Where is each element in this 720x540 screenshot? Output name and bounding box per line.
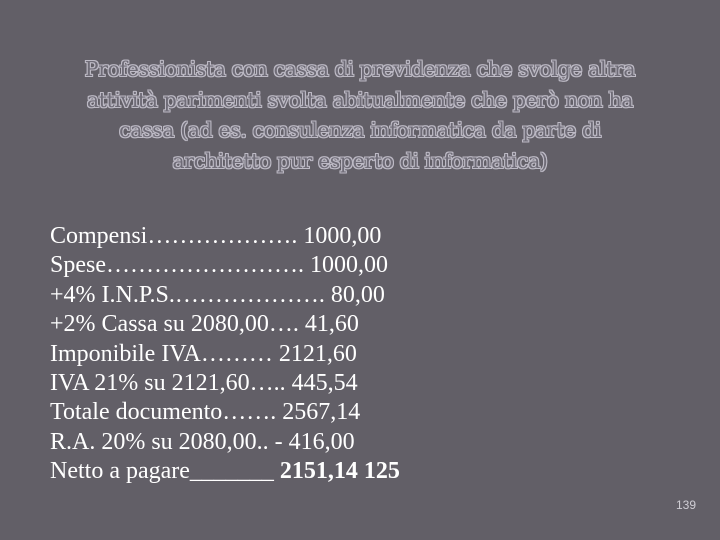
netto-a-pagare-line	[50, 457, 400, 486]
invoice-calculation-list	[50, 222, 400, 487]
slide-title-line: architetto pur esperto di informatica)	[172, 148, 548, 173]
compensi-line: Compensi………………. 1000,00	[50, 223, 382, 249]
netto-a-pagare-value: 2151,14 125	[279, 458, 400, 485]
slide-title	[40, 54, 680, 176]
inps-line: +4% I.N.P.S.………………. 80,00	[50, 281, 385, 308]
cassa-line: +2% Cassa su 2080,00…. 41,60	[50, 311, 359, 338]
iva-line: IVA 21% su 2121,60….. 445,54	[50, 370, 358, 397]
imponibile-iva-line: Imponibile IVA……… 2121,60	[50, 340, 357, 367]
ritenuta-acconto-line: R.A. 20% su 2080,00.. - 416,00	[50, 428, 355, 455]
slide-title-line: Professionista con cassa di previdenza che svolge altra	[84, 57, 636, 81]
slide-title-line: attività parimenti svolta abitualmente che però non ha	[86, 87, 634, 112]
page-number: 139	[675, 498, 697, 512]
netto-a-pagare-label: Netto a pagare_______	[50, 458, 280, 485]
spese-line: Spese……………………. 1000,00	[50, 252, 388, 279]
slide-title-line: cassa (ad es. consulenza informatica da parte di	[119, 118, 601, 142]
totale-documento-line: Totale documento……. 2567,14	[50, 399, 361, 426]
